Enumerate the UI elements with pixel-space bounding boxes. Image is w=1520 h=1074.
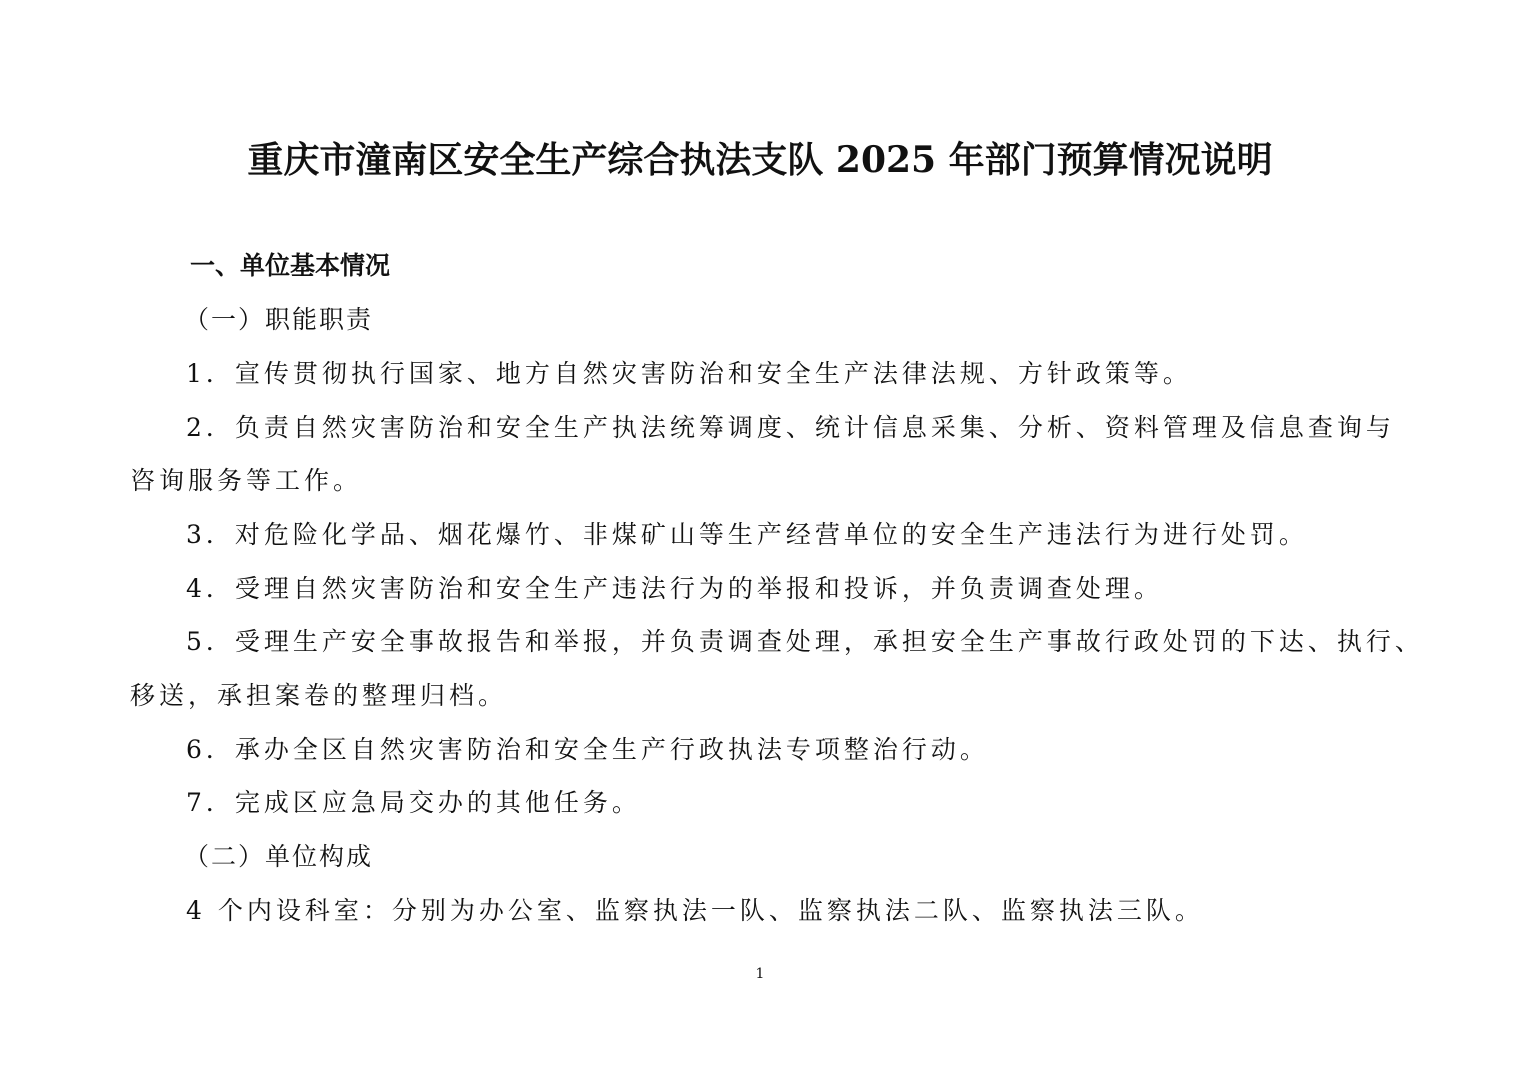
- duty-item-2-continued: 咨询服务等工作。: [130, 466, 363, 495]
- duty-item-7: 7．完成区应急局交办的其他任务。: [186, 788, 641, 817]
- duty-item-5-continued: 移送，承担案卷的整理归档。: [130, 681, 508, 710]
- composition-text: 4 个内设科室：分别为办公室、监察执法一队、监察执法二队、监察执法三队。: [186, 896, 1204, 925]
- duty-item-6: 6．承办全区自然灾害防治和安全生产行政执法专项整治行动。: [186, 735, 989, 764]
- duty-item-5: 5．受理生产安全事故报告和举报，并负责调查处理，承担安全生产事故行政处罚的下达、执行、: [186, 627, 1424, 656]
- document-title: 重庆市潼南区安全生产综合执法支队 2025 年部门预算情况说明: [247, 139, 1273, 181]
- duty-item-4: 4．受理自然灾害防治和安全生产违法行为的举报和投诉，并负责调查处理。: [186, 574, 1163, 603]
- section-1-heading: 一、单位基本情况: [190, 251, 391, 280]
- duty-item-2: 2．负责自然灾害防治和安全生产执法统筹调度、统计信息采集、分析、资料管理及信息查询与: [186, 413, 1395, 442]
- duty-item-3: 3．对危险化学品、烟花爆竹、非煤矿山等生产经营单位的安全生产违法行为进行处罚。: [186, 520, 1308, 549]
- subsection-2-heading: （二）单位构成: [184, 842, 374, 871]
- duty-item-1: 1．宣传贯彻执行国家、地方自然灾害防治和安全生产法律法规、方针政策等。: [186, 359, 1192, 388]
- page-number: 1: [755, 966, 765, 982]
- subsection-1-heading: （一）职能职责: [184, 305, 374, 334]
